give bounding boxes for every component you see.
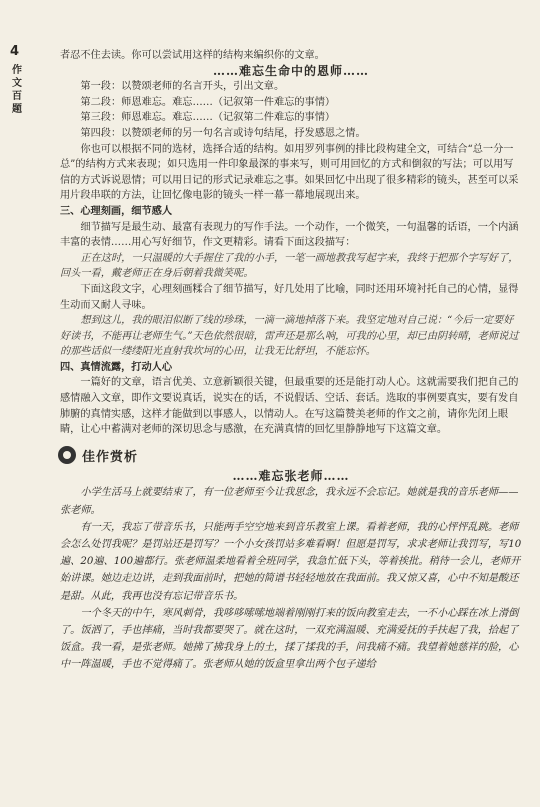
side-label: 作文百题	[12, 65, 22, 115]
analysis-example: 想到这儿，我的眼泪似断了线的珍珠，一滴一滴地掉落下来。我坚定地对自己说：“今后一定要好好读书，不能再让老师生气。”天色依然很暗，雷声还是那么响，可我的心里，却已由阴转晴，老师说过的那些话似一缕缕阳光直射我坎坷的心田，让我无比舒坦，不能忘怀。	[60, 315, 519, 358]
detail-example: 正在这时，一只温暖的大手握住了我的小手，一笔一画地教我写起字来，我终于把那个字写好了，回头一看，戴老师正在身后朝着我微笑呢。	[60, 252, 519, 280]
outline-item: 第二段：师恩难忘。难忘……（记叙第一件难忘的事情）	[80, 96, 336, 108]
section-header	[58, 446, 522, 465]
intro-text: 者忍不住去读。你可以尝试用这样的结构来编织你的文章。	[60, 50, 325, 61]
essay-paragraph: 小学生活马上就要结束了，有一位老师至今让我思念，我永远不会忘记。她就是我的音乐老师——张老师。	[60, 487, 519, 516]
page-number: 4	[10, 44, 20, 59]
page-content	[60, 48, 522, 674]
heading-3: 三、心理刻画，细节感人	[60, 205, 173, 217]
essay-body	[60, 484, 522, 673]
essay-paragraph: 有一天，我忘了带音乐书，只能两手空空地来到音乐教室上课。看着老师，我的心怦怦乱跳。老师会怎么处罚我呢？是罚站还是罚写？一个小女孩罚站多难看啊！但愿是罚写，求求老师让我罚写，写10遍、20遍、100遍都行。张老师温柔地看着全班同学，我急忙低下头，等着挨批。稍待一会儿，老师开始讲课。她边走边讲，走到我面前时，把她的简谱书轻轻地放在我面前。我又惊又喜，心中不知是酸还是甜。从此，我再也没有忘记带音乐书。	[60, 521, 522, 602]
outline-item: 第一段：以赞颂老师的名言开头，引出文章。	[80, 81, 285, 93]
heading-4: 四、真情流露，打动人心	[60, 361, 173, 373]
gear-icon	[58, 446, 76, 464]
structure-paragraph: 你也可以根据不同的选材，选择合适的结构。如用罗列事例的排比段构建全文，可结合“总一分一总”的结构方式来表现；如只选用一件印象最深的事来写，则可用回忆的方式和倒叙的写法；可以用写信的方式诉说恩情；可以用日记的形式记录难忘之事。如果回忆中出现了很多精彩的镜头，甚至可以采用片段串联的方法，让回忆像电影的镜头一样一幕一幕地展现出来。	[60, 143, 519, 202]
essay-title: ……难忘张老师……	[232, 468, 350, 483]
detail-paragraph: 细节描写是最生动、最富有表现力的写作手法。一个动作，一个微笑，一句温馨的话语，一个内涵丰富的表情……用心写好细节，作文更精彩。请看下面这段描写：	[60, 221, 519, 249]
outline-list	[60, 79, 522, 141]
section-title: 佳作赏析	[82, 449, 139, 465]
essay-paragraph: 一个冬天的中午，寒风刺骨，我哆哆嗦嗦地端着刚刚打来的饭向教室走去，一不小心踩在冰上滑倒了。饭洒了，手也摔痛，当时我都要哭了。就在这时，一双充满温暖、充满爱抚的手扶起了我，拾起了饭盒。我一看，是张老师。她拂了拂我身上的土，揉了揉我的手，问我痛不痛。我望着她慈祥的脸，心中一阵温暖，手也不觉得痛了。张老师从她的饭盒里拿出两个包子递给	[60, 607, 519, 671]
outline-item: 第四段：以赞颂老师的另一句名言或诗句结尾，抒发感恩之情。	[80, 127, 366, 139]
emotion-paragraph: 一篇好的文章，语言优美、立意新颖很关键，但最重要的还是能打动人心。这就需要我们把自己的感情融入文章，即作文要说真话，说实在的话，不说假话、空话、套话。选取的事例要真实，要有发自肺腑的真情实感，这样才能做到以事感人，以情动人。在写这篇赞美老师的作文之前，请你先闭上眼睛，让心中蓄满对老师的深切思念与感激，在充满真情的回忆里静静地写下这篇文章。	[60, 377, 519, 436]
analysis-paragraph: 下面这段文字，心理刻画糅合了细节描写，好几处用了比喻，同时还用环境衬托自己的心情，显得生动而又耐人寻味。	[60, 283, 519, 311]
example-title: ……难忘生命中的恩师……	[212, 63, 369, 78]
outline-item: 第三段：师恩难忘。难忘……（记叙第二件难忘的事情）	[80, 112, 336, 124]
